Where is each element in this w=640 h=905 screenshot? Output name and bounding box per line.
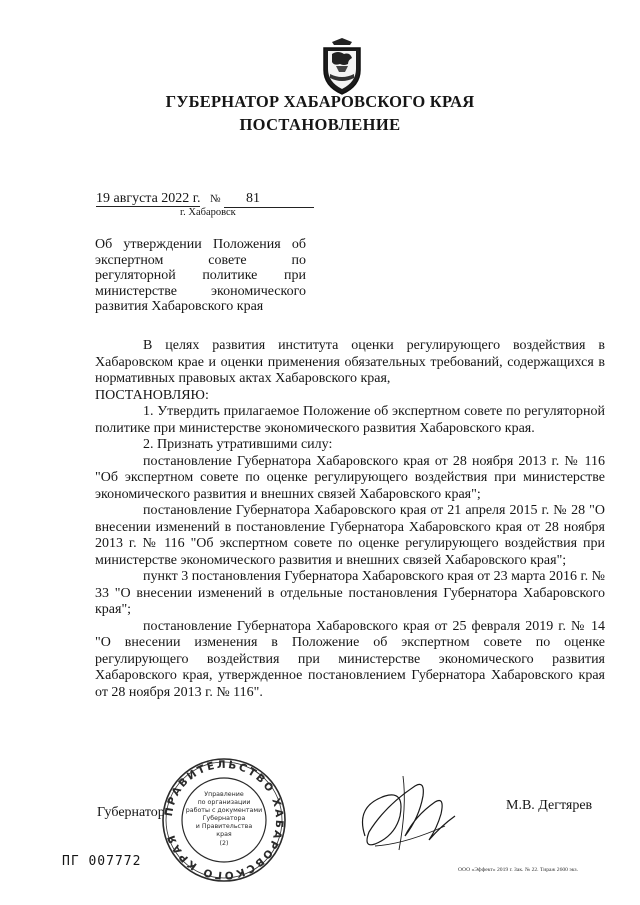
official-seal-icon bbox=[160, 756, 288, 884]
seal-inner-line: по организации bbox=[197, 799, 251, 806]
document-number: 81 bbox=[224, 191, 314, 208]
signatory-name: М.В. Дегтярев bbox=[506, 798, 593, 813]
body-intro: В целях развития института оценки регулирующего воздействия в Хабаровском крае и оценки применения обязательных требований, содержащихся в нормативных правовых актах Хабаровского края, bbox=[95, 338, 605, 386]
form-serial-number: ПГ 007772 bbox=[62, 854, 142, 869]
seal-inner-line: (2) bbox=[219, 840, 229, 847]
document-city: г. Хабаровск bbox=[180, 207, 236, 218]
seal-ring-text: ПРАВИТЕЛЬСТВО ХАБАРОВСКОГО КРАЯ bbox=[162, 758, 286, 882]
document-date: 19 августа 2022 г. bbox=[96, 191, 201, 206]
printer-imprint: ООО «Эффект» 2019 г. Зак. № 22. Тираж 2600 экз. bbox=[458, 867, 579, 873]
body-item-2: 2. Признать утратившими силу: bbox=[143, 437, 333, 452]
decree-word: ПОСТАНОВЛЯЮ: bbox=[95, 387, 209, 403]
handwritten-signature-icon bbox=[345, 766, 460, 856]
body-item-1: 1. Утвердить прилагаемое Положение об экспертном совете по регуляторной политике при министерстве экономического развития Хабаровского края. bbox=[95, 404, 605, 436]
document-body bbox=[95, 338, 605, 701]
seal-inner-line: Губернатора bbox=[202, 815, 246, 822]
body-repealed-1: постановление Губернатора Хабаровского края от 28 ноября 2013 г. № 116 "Об экспертном совете по оценке регулирующего воздействия при министерстве экономического развития и внешних связей Хабаровского края"; bbox=[95, 453, 605, 502]
seal-inner-line: Управление bbox=[204, 791, 244, 798]
document-type-title: ПОСТАНОВЛЕНИЕ bbox=[239, 115, 401, 134]
document-date-line bbox=[96, 191, 314, 208]
body-repealed-2: постановление Губернатора Хабаровского края от 21 апреля 2015 г. № 28 "О внесении изменений в постановление Губернатора Хабаровского края от 28 ноября 2013 г. № 116 "Об экспертном совете по оценке регулирующего воздействия при министерстве экономического развития и внешних связей Хабаровского края"; bbox=[95, 503, 605, 568]
coat-of-arms-icon bbox=[318, 36, 366, 96]
seal-inner-line: работы с документами bbox=[185, 807, 263, 814]
signatory-title: Губернатор bbox=[97, 805, 165, 820]
authority-title: ГУБЕРНАТОР ХАБАРОВСКОГО КРАЯ bbox=[165, 92, 475, 111]
seal-inner-line: края bbox=[216, 831, 232, 838]
seal-inner-line: и Правительства bbox=[195, 823, 253, 830]
body-repealed-3: пункт 3 постановления Губернатора Хабаровского края от 23 марта 2016 г. № 33 "О внесении изменений в отдельные постановления Губернатора Хабаровского края"; bbox=[95, 569, 605, 617]
body-repealed-4: постановление Губернатора Хабаровского края от 25 февраля 2019 г. № 14 "О внесении изменения в Положение об экспертном совете по оценке регулирующего воздействия при министерстве экономического развития Хабаровского края, утвержденное постановлением Губернатора Хабаровского края от 28 ноября 2013 г. № 116". bbox=[95, 618, 605, 700]
number-label: № bbox=[209, 193, 221, 205]
document-subject: Об утверждении Положения об экспертном совете по регуляторной политике при министерстве экономического развития Хабаровского края bbox=[95, 237, 306, 314]
